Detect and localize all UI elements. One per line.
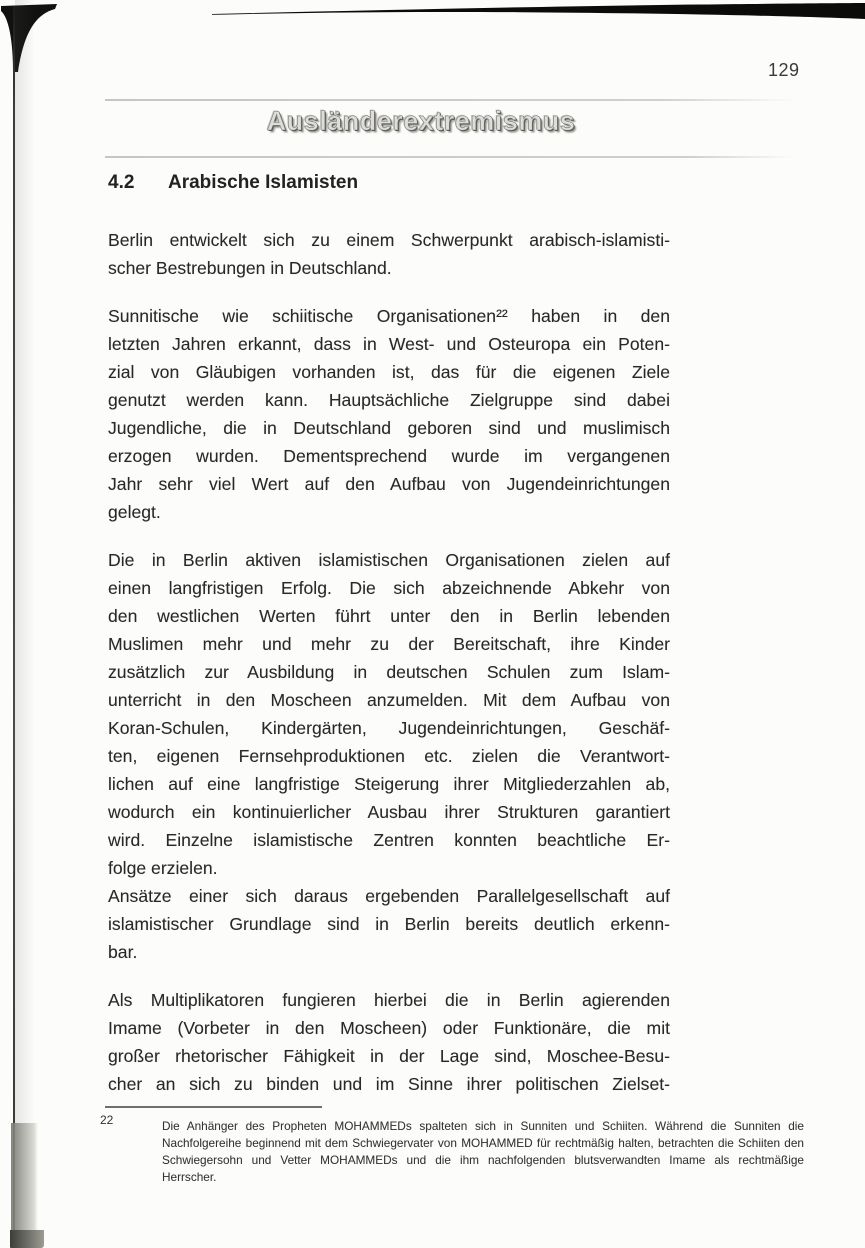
scan-left-shadow-artifact [15, 0, 35, 1248]
body-text [108, 226, 670, 1098]
text-line: ten, eigenen Fernsehproduktionen etc. zielen die Verantwort- [108, 746, 670, 766]
text-line: Koran-Schulen, Kindergärten, Jugendeinrichtungen, Geschäf- [108, 718, 670, 738]
text-line: den westlichen Werten führt unter den in Berlin lebenden [108, 606, 670, 626]
paragraph [108, 986, 670, 1098]
text-line: Als Multiplikatoren fungieren hierbei die in Berlin agierenden [108, 990, 670, 1010]
text-line: Sunnitische wie schiitische Organisationen²² haben in den [108, 306, 670, 326]
paragraph [108, 546, 670, 882]
text-line: lichen auf eine langfristige Steigerung ihrer Mitgliederzahlen ab, [108, 774, 670, 794]
footnote-separator [105, 1106, 322, 1108]
text-line: genutzt werden kann. Hauptsächliche Zielgruppe sind dabei [108, 390, 670, 410]
chapter-title: Ausländerextremismus [266, 106, 576, 136]
text-line: Nachfolgereihe beginnend mit dem Schwiegervater von MOHAMMED für rechtmäßig halten, betrachten die Schiiten den [162, 1136, 804, 1150]
section-heading [108, 172, 358, 194]
header-rule-bottom [105, 156, 793, 158]
text-line: Muslimen mehr und mehr zu der Bereitschaft, ihre Kinder [108, 634, 670, 654]
header-rule-top [105, 99, 797, 101]
text-line: wird. Einzelne islamistische Zentren konnten beachtliche Er- [108, 830, 670, 850]
footnote-text [162, 1118, 804, 1186]
text-line: Jugendliche, die in Deutschland geboren sind und muslimisch [108, 418, 670, 438]
text-line: letzten Jahren erkannt, dass in West- und Osteuropa ein Poten- [108, 334, 670, 354]
scan-top-edge-artifact [0, 0, 865, 30]
footnote-marker: 22 [100, 1113, 114, 1127]
scan-corner-hook-artifact [0, 0, 80, 90]
text-line: Schwiegersohn und Vetter MOHAMMEDs und die ihm nachfolgenden blutsverwandten Imame als rechtmäßige [162, 1153, 804, 1167]
text-line: bar. [108, 942, 138, 962]
text-line: zial von Gläubigen vorhanden ist, das für die eigenen Ziele [108, 362, 670, 382]
scan-binding-line-artifact [13, 6, 15, 1248]
text-line: unterricht in den Moscheen anzumelden. Mit dem Aufbau von [108, 690, 670, 710]
text-line: Berlin entwickelt sich zu einem Schwerpunkt arabisch-islamisti- [108, 230, 670, 250]
text-line: erzogen wurden. Dementsprechend wurde im vergangenen [108, 446, 670, 466]
paragraph [162, 1118, 804, 1186]
text-line: Jahr sehr viel Wert auf den Aufbau von Jugendeinrichtungen [108, 474, 670, 494]
section-number: 4.2 [108, 172, 135, 193]
text-line: großer rhetorischer Fähigkeit in der Lage sind, Moschee-Besu- [108, 1046, 670, 1066]
text-line: folge erzielen. [108, 858, 218, 878]
text-line: scher Bestrebungen in Deutschland. [108, 258, 392, 278]
paragraph [108, 226, 670, 282]
section-title: Arabische Islamisten [168, 172, 359, 193]
scan-bottom-binding-artifact [11, 1123, 38, 1248]
text-line: Herrscher. [162, 1170, 217, 1184]
text-line: wodurch ein kontinuierlicher Ausbau ihrer Strukturen garantiert [108, 802, 670, 822]
text-line: einen langfristigen Erfolg. Die sich abzeichnende Abkehr von [108, 578, 670, 598]
scan-bottom-dark-artifact [10, 1230, 44, 1248]
text-line: Die in Berlin aktiven islamistischen Organisationen zielen auf [108, 550, 670, 570]
text-line: gelegt. [108, 502, 161, 522]
page-number: 129 [768, 60, 800, 80]
text-line: islamistischer Grundlage sind in Berlin bereits deutlich erkenn- [108, 914, 670, 934]
text-line: cher an sich zu binden und im Sinne ihrer politischen Zielset- [108, 1074, 670, 1094]
text-line: Die Anhänger des Propheten MOHAMMEDs spalteten sich in Sunniten und Schiiten. Während die Sunniten die [162, 1119, 804, 1133]
text-line: Ansätze einer sich daraus ergebenden Parallelgesellschaft auf [108, 886, 670, 906]
text-line: Imame (Vorbeter in den Moscheen) oder Funktionäre, die mit [108, 1018, 670, 1038]
paragraph [108, 302, 670, 526]
paragraph [108, 882, 670, 966]
text-line: zusätzlich zur Ausbildung in deutschen Schulen zum Islam- [108, 662, 670, 682]
